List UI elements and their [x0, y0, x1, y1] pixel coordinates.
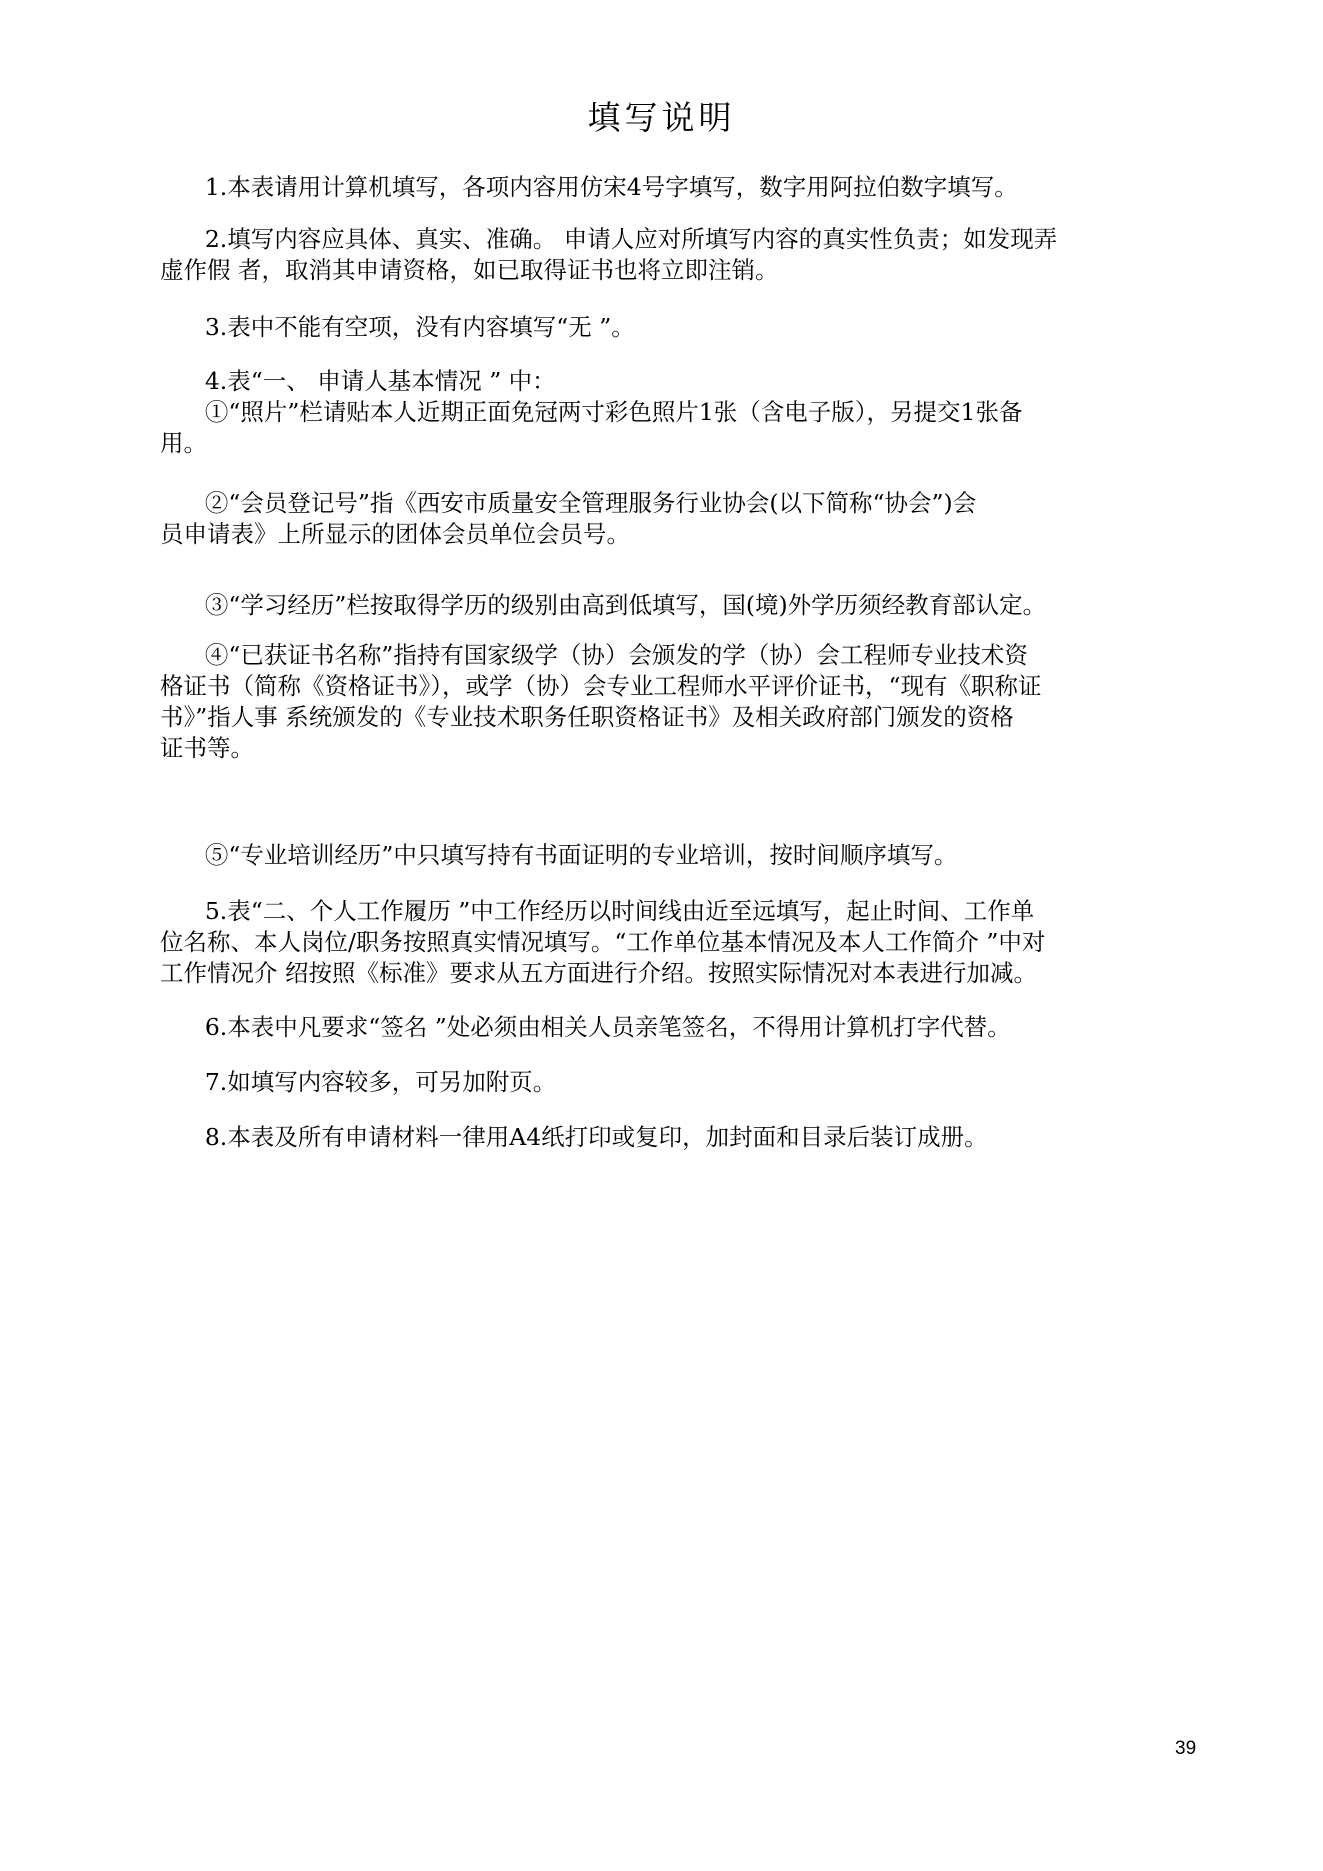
instruction-line: 用。: [160, 429, 207, 457]
instruction-line: ②“会员登记号”指《西安市质量安全管理服务行业协会(以下简称“协会”)会: [160, 489, 977, 517]
page-number: 39: [1175, 1738, 1197, 1759]
instruction-line: 2.填写内容应具体、真实、准确。 申请人应对所填写内容的真实性负责；如发现弄: [160, 225, 1058, 253]
instruction-line: ③“学习经历”栏按取得学历的级别由高到低填写，国(境)外学历须经教育部认定。: [160, 591, 1047, 619]
instruction-line: 位名称、本人岗位/职务按照真实情况填写。“工作单位基本情况及本人工作简介 ”中对: [160, 928, 1046, 956]
instruction-3: [160, 312, 1190, 343]
page-title: 填写说明: [587, 98, 736, 137]
instruction-line: ⑤“专业培训经历”中只填写持有书面证明的专业培训，按时间顺序填写。: [160, 841, 958, 869]
instruction-line: 员申请表》上所显示的团体会员单位会员号。: [160, 520, 630, 548]
instruction-line: 证书等。: [160, 734, 254, 762]
instruction-4-3: [160, 590, 1190, 621]
instruction-5: [160, 896, 1190, 989]
instruction-line: 工作情况介 绍按照《标准》要求从五方面进行介绍。按照实际情况对本表进行加减。: [160, 959, 1037, 987]
instruction-1: [160, 172, 1190, 203]
instruction-line: 8.本表及所有申请材料一律用A4纸打印或复印，加封面和目录后装订成册。: [160, 1123, 988, 1151]
instruction-2: [160, 224, 1190, 286]
instruction-line: 格证书（简称《资格证书》），或学（协）会专业工程师水平评价证书，“现有《职称证: [160, 672, 1042, 700]
instruction-6: [160, 1012, 1190, 1043]
instruction-line: 1.本表请用计算机填写，各项内容用仿宋4号字填写，数字用阿拉伯数字填写。: [160, 173, 1018, 201]
instruction-4-2: [160, 488, 1190, 550]
instruction-4-4: [160, 640, 1190, 764]
instruction-line: ④“已获证书名称”指持有国家级学（协）会颁发的学（协）会工程师专业技术资: [160, 641, 1028, 669]
instruction-line: 书》”指人事 系统颁发的《专业技术职务任职资格证书》及相关政府部门颁发的资格: [160, 703, 1014, 731]
instruction-4: [160, 366, 1190, 459]
instruction-line: 4.表“一、 申请人基本情况 ” 中：: [160, 367, 556, 395]
instruction-line: 5.表“二、个人工作履历 ”中工作经历以时间线由近至远填写，起止时间、工作单: [160, 897, 1035, 925]
instruction-4-5: [160, 840, 1190, 871]
instruction-7: [160, 1067, 1190, 1098]
instruction-8: [160, 1122, 1190, 1153]
instruction-line: 3.表中不能有空项，没有内容填写“无 ”。: [160, 313, 635, 341]
instruction-line: 7.如填写内容较多，可另加附页。: [160, 1068, 557, 1096]
instruction-line: 虚作假 者，取消其申请资格，如已取得证书也将立即注销。: [160, 256, 779, 284]
instruction-line: 6.本表中凡要求“签名 ”处必须由相关人员亲笔签名，不得用计算机打字代替。: [160, 1013, 1011, 1041]
instruction-line: ①“照片”栏请贴本人近期正面免冠两寸彩色照片1张（含电子版），另提交1张备: [160, 398, 1023, 426]
